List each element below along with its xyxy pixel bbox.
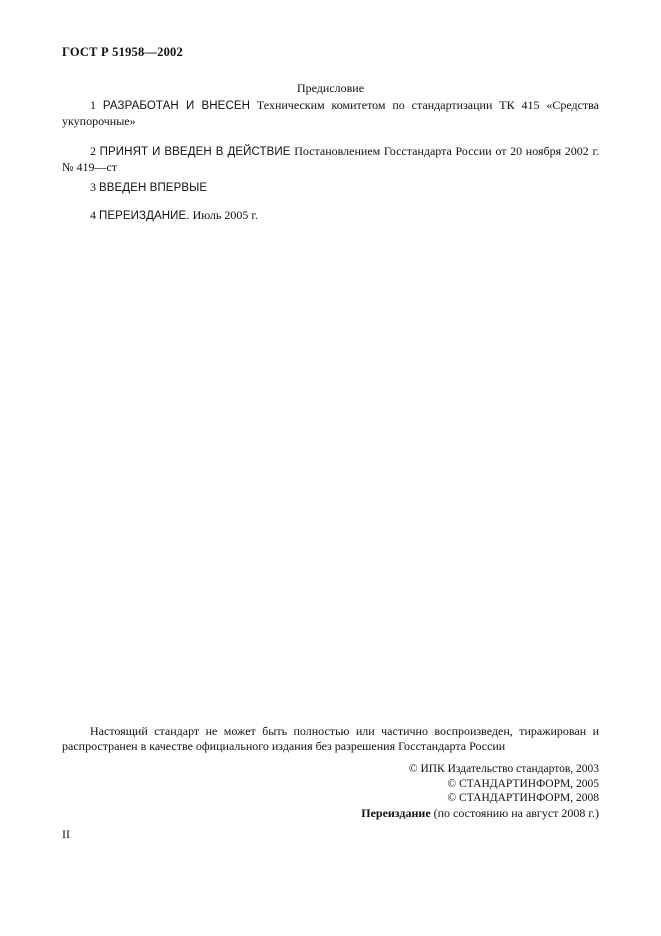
reissue-label: Переиздание: [361, 805, 431, 820]
item-caps-text: ПЕРЕИЗДАНИЕ.: [99, 210, 190, 222]
page-number: II: [62, 827, 70, 841]
item-text: Техническим комитетом по стандартизации ТК 415 «Средства укупорочные»: [62, 98, 600, 128]
section-title: Предисловие: [296, 81, 365, 95]
item-number: 1: [90, 98, 96, 112]
reissue-line: [361, 806, 599, 821]
copyright-line: © СТАНДАРТИНФОРМ, 2005: [447, 777, 599, 790]
preface-item-3: [62, 180, 599, 196]
item-text: Июль 2005 г.: [192, 208, 258, 222]
item-number: 3: [90, 180, 96, 194]
preface-item-4: [62, 208, 599, 224]
standard-code: ГОСТ Р 51958—2002: [62, 45, 183, 59]
item-caps-text: ВВЕДЕН ВПЕРВЫЕ: [99, 182, 208, 194]
preface-item-1: [62, 98, 599, 129]
item-number: 4: [90, 208, 96, 222]
reissue-note: (по состоянию на август 2008 г.): [433, 805, 599, 820]
reproduction-notice: Настоящий стандарт не может быть полностью или частично воспроизведен, тиражирован и распространен в качестве официального издания без разрешения Госстандарта России: [62, 724, 599, 753]
item-text: Постановлением Госстандарта России от 20 ноября 2002 г. № 419—ст: [62, 144, 600, 174]
item-caps-text: РАЗРАБОТАН И ВНЕСЕН: [102, 100, 251, 112]
copyright-block: [361, 762, 599, 820]
item-number: 2: [90, 144, 96, 158]
preface-item-2: [62, 144, 599, 175]
item-caps-text: ПРИНЯТ И ВВЕДЕН В ДЕЙСТВИЕ: [99, 146, 291, 158]
copyright-line: © СТАНДАРТИНФОРМ, 2008: [447, 792, 599, 804]
copyright-line: © ИПК Издательство стандартов, 2003: [408, 763, 599, 775]
